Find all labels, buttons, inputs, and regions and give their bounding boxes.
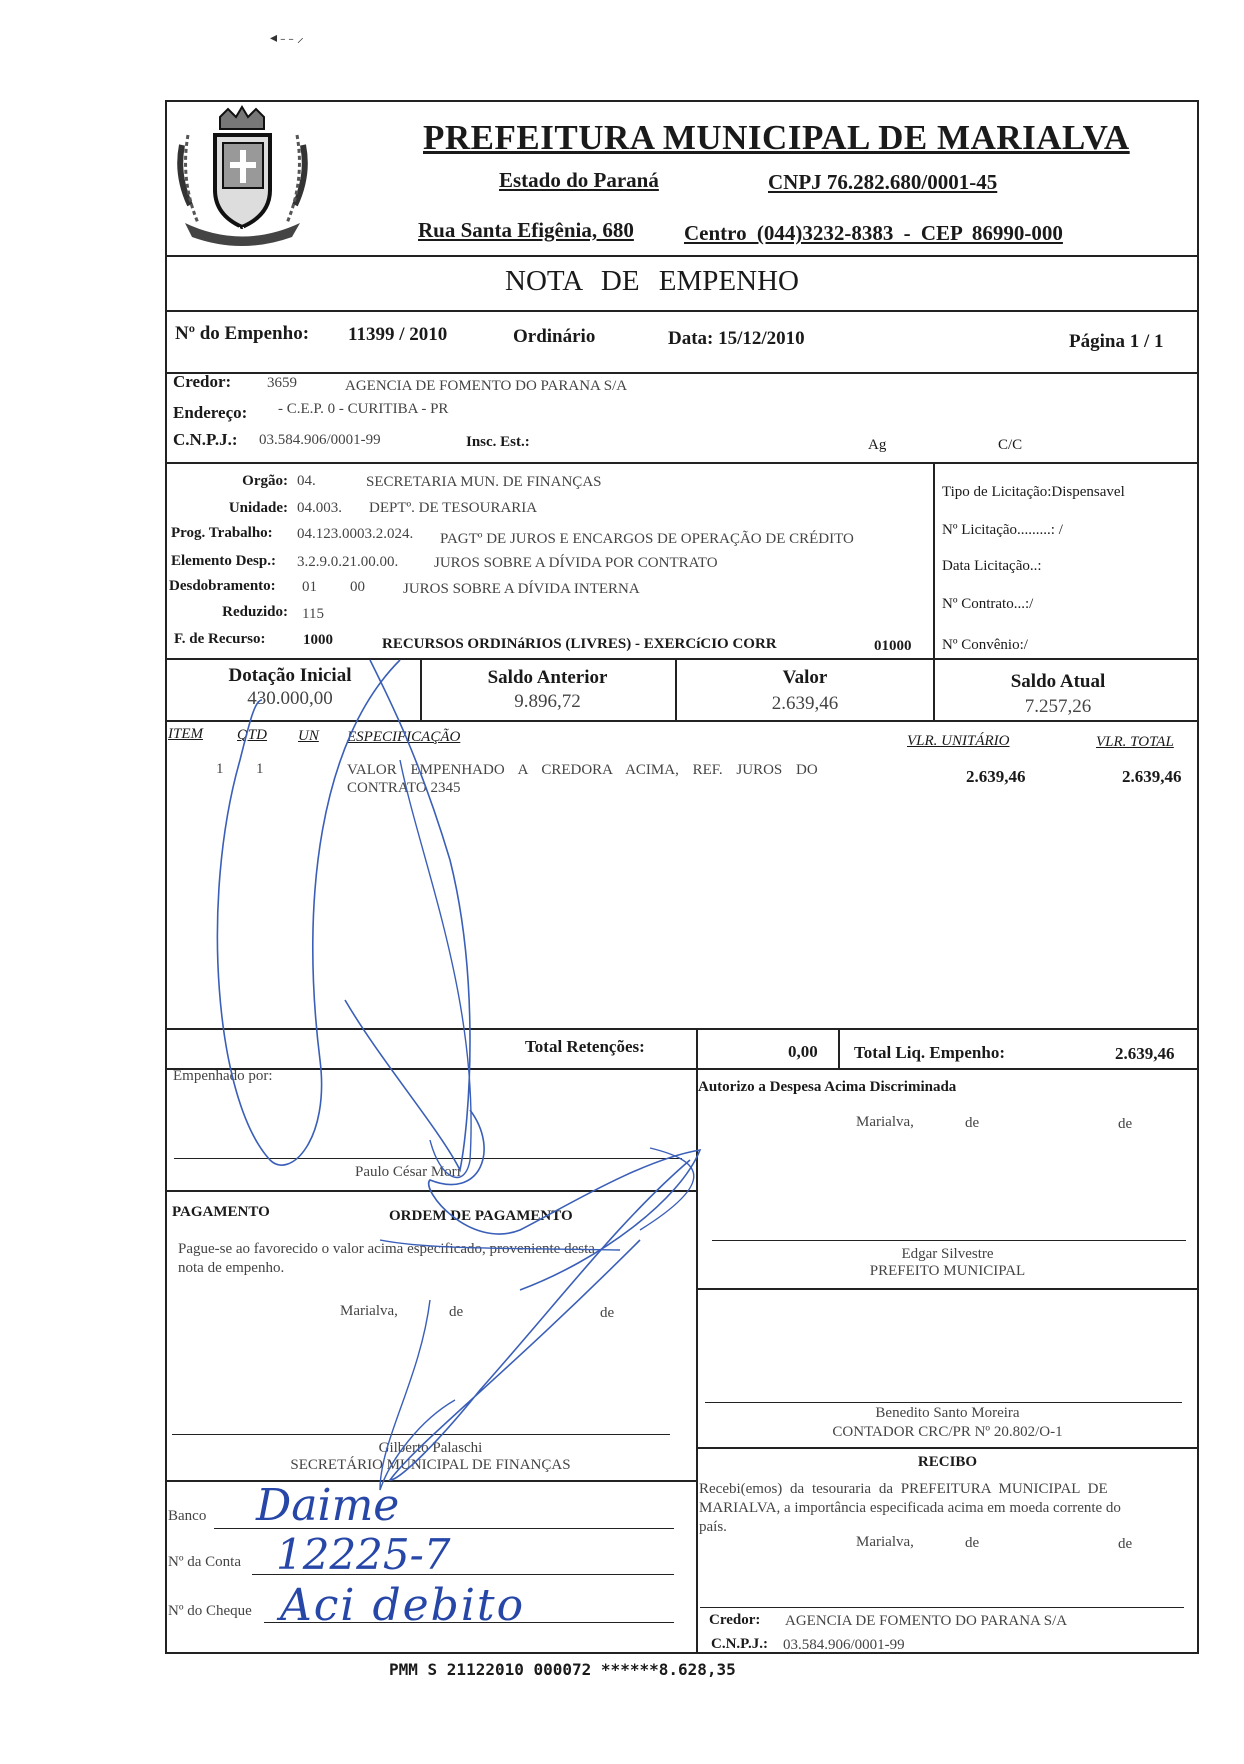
pagamento-de-2: de <box>600 1305 615 1321</box>
item-number: 1 <box>216 761 224 777</box>
crest-ribbon-text: MARIALVA <box>212 226 254 235</box>
conta-label: Nº da Conta <box>168 1554 241 1570</box>
total-liquido-label: Total Liq. Empenho: <box>854 1043 1005 1062</box>
numero-licitacao: Nº Licitação.........: / <box>942 522 1063 538</box>
signature-line <box>174 1158 682 1159</box>
saldo-anterior-label: Saldo Anterior <box>487 667 608 688</box>
recibo-text-line-2: MARIALVA, a importância especificada acima em moeda corrente do <box>699 1500 1121 1516</box>
endereco-label: Endereço: <box>173 403 248 422</box>
item-total-value: 2.639,46 <box>1122 767 1182 786</box>
dotacao-inicial-label: Dotação Inicial <box>228 665 352 686</box>
footer-stamp: PMM S 21122010 000072 ******8.628,35 <box>389 1660 736 1679</box>
col-header-item: ITEM <box>168 726 203 742</box>
prefeito-title: PREFEITO MUNICIPAL <box>869 1263 1026 1279</box>
rule <box>675 658 677 720</box>
item-qtd: 1 <box>256 761 264 777</box>
street-address: Rua Santa Efigênia, 680 <box>418 218 634 242</box>
col-header-qtd: QTD <box>237 727 268 743</box>
reduzido-label: Reduzido: <box>222 604 288 620</box>
fonte-recurso-code-2: 01000 <box>874 638 912 654</box>
numero-contrato: Nº Contrato...:/ <box>942 596 1034 612</box>
pagamento-text-line-2: nota de empenho. <box>178 1260 285 1276</box>
orgao-name: SECRETARIA MUN. DE FINANÇAS <box>366 474 602 490</box>
signature-line <box>705 1402 1182 1403</box>
valor-label: Valor <box>782 667 828 688</box>
recibo-text-line-1: Recebi(emos) da tesouraria da PREFEITURA MUNICIPAL DE <box>699 1481 1108 1497</box>
document-title: NOTA DE EMPENHO <box>505 265 799 297</box>
page-number: Página 1 / 1 <box>1069 331 1164 352</box>
rule <box>165 310 1199 312</box>
data-licitacao: Data Licitação..: <box>942 558 1042 574</box>
unidade-name: DEPTº. DE TESOURARIA <box>369 500 538 516</box>
cc-label: C/C <box>998 437 1023 453</box>
cnpj-label: C.N.P.J.: <box>173 430 238 449</box>
numero-convenio: Nº Convênio:/ <box>942 637 1028 653</box>
saldo-atual-label: Saldo Atual <box>1010 671 1106 692</box>
handwritten-conta: 12225-7 <box>276 1530 451 1579</box>
recibo-title: RECIBO <box>917 1454 978 1470</box>
recibo-credor-label: Credor: <box>709 1612 761 1628</box>
saldo-atual-value: 7.257,26 <box>1024 696 1092 717</box>
page-title: PREFEITURA MUNICIPAL DE MARIALVA <box>423 118 1130 157</box>
empenhado-por-name: Paulo César Mori <box>355 1164 461 1180</box>
elemento-code: 3.2.9.0.21.00.00. <box>297 554 399 570</box>
elemento-name: JUROS SOBRE A DÍVIDA POR CONTRATO <box>434 555 718 571</box>
empenho-type: Ordinário <box>513 326 596 347</box>
ordem-pagamento-label: ORDEM DE PAGAMENTO <box>389 1208 573 1224</box>
secretario-name: Gilberto Palaschi <box>378 1440 483 1456</box>
col-header-un: UN <box>298 728 319 744</box>
signature-line <box>172 1434 670 1435</box>
total-liquido-value: 2.639,46 <box>1115 1044 1175 1063</box>
prog-trabalho-name: PAGTº DE JUROS E ENCARGOS DE OPERAÇÃO DE CRÉDITO <box>440 531 854 547</box>
credor-address: - C.E.P. 0 - CURITIBA - PR <box>278 401 449 417</box>
autorizo-text: Autorizo a Despesa Acima Discriminada <box>698 1079 957 1095</box>
rule <box>420 658 422 720</box>
rule <box>165 1028 1199 1030</box>
unidade-label: Unidade: <box>228 500 288 516</box>
autorizo-city: Marialva, <box>856 1114 914 1130</box>
empenho-number: 11399 / 2010 <box>348 324 448 345</box>
signature-line <box>700 1607 1184 1608</box>
col-header-especificacao: ESPECIFICAÇÃO <box>347 729 461 745</box>
recibo-cnpj: 03.584.906/0001-99 <box>783 1637 905 1653</box>
pagamento-label: PAGAMENTO <box>172 1204 270 1220</box>
pagamento-de-1: de <box>449 1304 464 1320</box>
recibo-text-line-3: país. <box>699 1519 727 1535</box>
autorizo-de-2: de <box>1118 1116 1133 1132</box>
rule <box>165 1190 696 1192</box>
empenho-date: Data: 15/12/2010 <box>668 328 805 349</box>
valor-value: 2.639,46 <box>771 693 839 714</box>
address-contact: Centro (044)3232-8383 - CEP 86990-000 <box>684 221 1063 245</box>
fonte-recurso-label: F. de Recurso: <box>174 631 266 647</box>
elemento-label: Elemento Desp.: <box>171 553 276 569</box>
rule <box>165 1068 1199 1070</box>
rule <box>165 372 1199 374</box>
cheque-label: Nº do Cheque <box>168 1603 252 1619</box>
item-unit-value: 2.639,46 <box>966 767 1026 786</box>
desdobramento-name: JUROS SOBRE A DÍVIDA INTERNA <box>403 581 640 597</box>
credor-code: 3659 <box>267 375 297 391</box>
secretario-title: SECRETÁRIO MUNICIPAL DE FINANÇAS <box>290 1457 571 1473</box>
item-description-line-2: CONTRATO 2345 <box>347 780 461 796</box>
dotacao-inicial-value: 430.000,00 <box>247 688 333 709</box>
prog-trabalho-code: 04.123.0003.2.024. <box>297 526 414 542</box>
total-retencoes-label: Total Retenções: <box>525 1037 645 1056</box>
handwritten-cheque: Aci debito <box>280 1580 526 1631</box>
desdobramento-label: Desdobramento: <box>169 578 276 594</box>
rule <box>165 462 1199 464</box>
handwritten-banco: Daime <box>256 1480 400 1531</box>
state-name: Estado do Paraná <box>499 168 659 192</box>
banco-label: Banco <box>168 1508 207 1524</box>
pagamento-city: Marialva, <box>340 1303 398 1319</box>
orgao-code: 04. <box>297 473 316 489</box>
signature-line <box>712 1240 1186 1241</box>
prefeito-name: Edgar Silvestre <box>901 1246 994 1262</box>
rule <box>165 1480 696 1482</box>
total-retencoes-value: 0,00 <box>788 1042 818 1061</box>
desdobramento-code-1: 01 <box>302 579 317 595</box>
unidade-code: 04.003. <box>297 500 342 516</box>
rule <box>165 255 1199 257</box>
insc-est-label: Insc. Est.: <box>466 434 530 450</box>
fonte-recurso-name: RECURSOS ORDINáRIOS (LIVRES) - EXERCíCIO CORR <box>382 636 777 652</box>
recibo-de-1: de <box>965 1535 980 1551</box>
saldo-anterior-value: 9.896,72 <box>514 691 581 712</box>
empenhado-por-label: Empenhado por: <box>173 1068 273 1084</box>
scan-mark: ◂ ˗ ˗ ⸝ <box>270 31 304 46</box>
ag-label: Ag <box>868 437 887 453</box>
credor-name: AGENCIA DE FOMENTO DO PARANA S/A <box>345 378 628 394</box>
empenho-number-label: Nº do Empenho: <box>175 323 310 344</box>
rule <box>165 720 1199 722</box>
prog-trabalho-label: Prog. Trabalho: <box>171 525 273 541</box>
recibo-de-2: de <box>1118 1536 1133 1552</box>
rule <box>838 1028 840 1068</box>
tipo-licitacao: Tipo de Licitação:Dispensavel <box>942 484 1125 500</box>
col-header-valor-total: VLR. TOTAL <box>1096 734 1174 750</box>
item-description-line-1: VALOR EMPENHADO A CREDORA ACIMA, REF. JUROS DO <box>347 762 818 778</box>
rule <box>696 1028 698 1654</box>
cnpj-header: CNPJ 76.282.680/0001-45 <box>768 170 998 194</box>
reduzido-value: 115 <box>302 606 324 622</box>
pagamento-text-line-1: Pague-se ao favorecido o valor acima especificado, proveniente desta <box>178 1241 595 1257</box>
autorizo-de-1: de <box>965 1115 980 1131</box>
rule <box>696 1288 1199 1290</box>
rule <box>933 462 935 720</box>
recibo-cnpj-label: C.N.P.J.: <box>711 1636 768 1652</box>
rule <box>696 1447 1199 1449</box>
fonte-recurso-code: 1000 <box>303 632 333 648</box>
recibo-city: Marialva, <box>856 1534 914 1550</box>
contador-title: CONTADOR CRC/PR Nº 20.802/O-1 <box>832 1424 1063 1440</box>
credor-cnpj: 03.584.906/0001-99 <box>259 432 381 448</box>
orgao-label: Orgão: <box>242 473 288 489</box>
col-header-valor-unitario: VLR. UNITÁRIO <box>907 733 1010 749</box>
rule <box>165 658 1199 660</box>
desdobramento-code-2: 00 <box>350 579 365 595</box>
recibo-credor-name: AGENCIA DE FOMENTO DO PARANA S/A <box>785 1613 1068 1629</box>
contador-name: Benedito Santo Moreira <box>875 1405 1020 1421</box>
credor-label: Credor: <box>173 372 232 391</box>
